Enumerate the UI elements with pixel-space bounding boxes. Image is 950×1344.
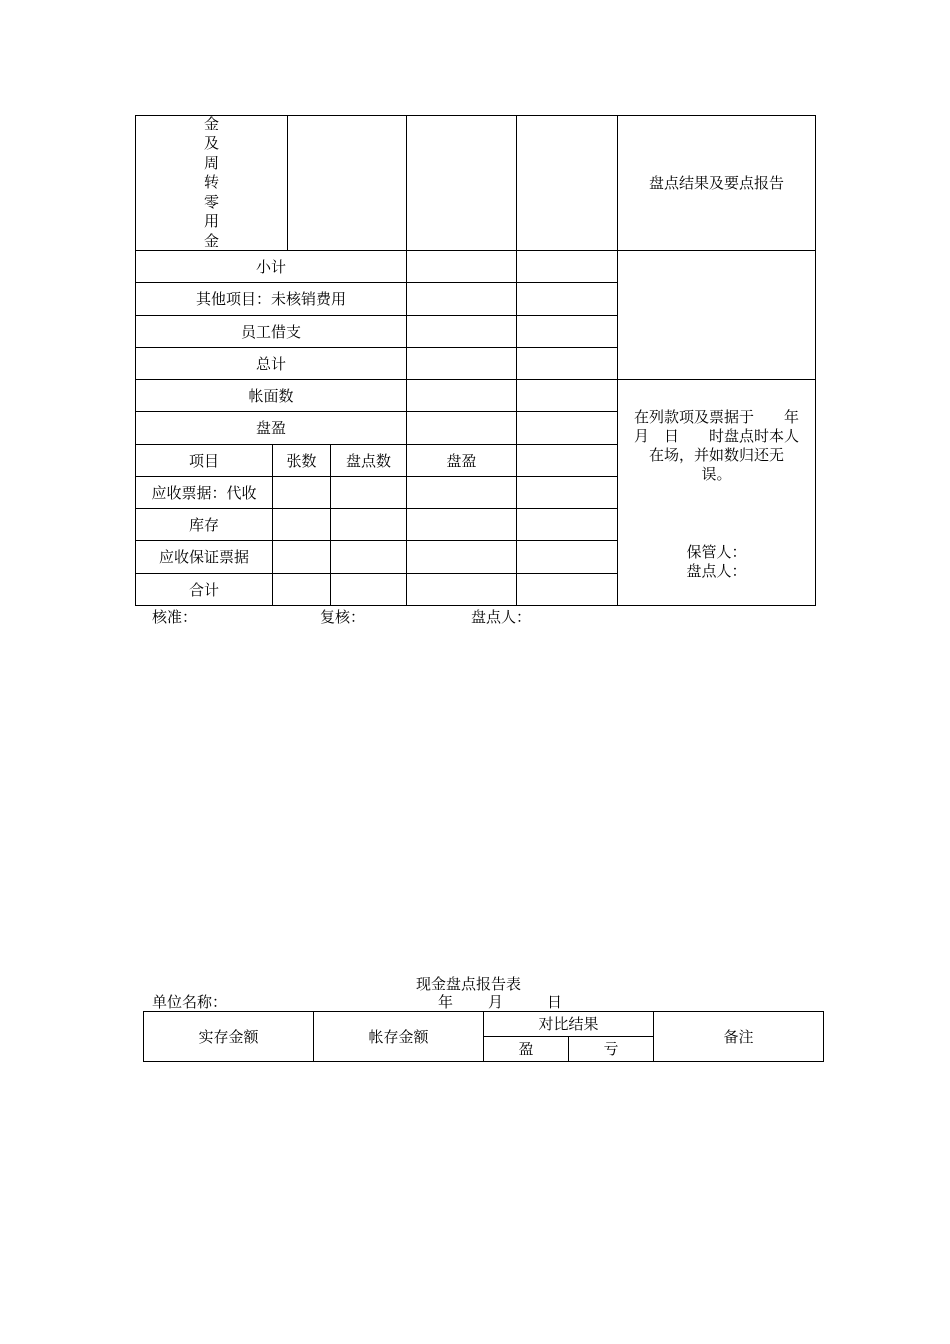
row-label-subtotal: 小计	[255, 257, 286, 276]
sub-row-deposit-notes: 应收保证票据	[158, 548, 249, 566]
col-surplus: 盈	[518, 1040, 534, 1058]
vertical-char: 周	[203, 153, 219, 172]
review-label: 复核：	[320, 608, 366, 626]
sub-header-counted: 盘点数	[345, 451, 391, 470]
statement-line: 误。	[701, 465, 732, 483]
col-actual-amount: 实存金额	[198, 1027, 259, 1046]
approve-label: 核准：	[152, 608, 198, 626]
vertical-char: 金	[203, 231, 219, 250]
vertical-char: 金	[203, 114, 219, 133]
row-label-surplus: 盘盈	[255, 419, 286, 437]
counter-signature-label: 盘点人：	[471, 608, 532, 626]
row-label-employee-loan: 员工借支	[240, 322, 301, 341]
sub-row-sum: 合计	[188, 580, 219, 599]
date-day: 日	[547, 993, 563, 1011]
col-book-amount: 帐存金额	[368, 1027, 429, 1046]
report-title: 现金盘点报告表	[416, 975, 522, 993]
date-month: 月	[488, 993, 504, 1011]
counter-label: 盘点人：	[686, 562, 747, 580]
sub-header-count: 张数	[286, 451, 317, 470]
statement-text	[618, 408, 815, 484]
sub-row-stock: 库存	[188, 515, 219, 534]
keeper-label: 保管人：	[686, 543, 747, 561]
signature-block-right	[618, 543, 815, 581]
statement-line: 在场，并如数归还无	[648, 446, 784, 464]
col-compare-result: 对比结果	[538, 1015, 599, 1033]
date-year: 年	[438, 993, 454, 1011]
vertical-char: 转	[203, 173, 219, 192]
vertical-label-petty-cash	[136, 116, 287, 250]
vertical-char: 用	[203, 212, 219, 231]
statement-line: 月 日 时盘点时本人	[633, 427, 799, 445]
row-label-other-items: 其他项目：未核销费用	[195, 290, 346, 308]
sub-row-notes-receivable: 应收票据：代收	[151, 483, 257, 502]
vertical-char: 零	[203, 192, 219, 211]
row-label-book-amount: 帐面数	[248, 386, 294, 405]
col-deficit: 亏	[603, 1040, 619, 1058]
col-remark: 备注	[723, 1027, 754, 1046]
vertical-char: 及	[203, 134, 219, 153]
sub-header-surplus: 盘盈	[446, 451, 477, 470]
unit-name-label: 单位名称：	[152, 993, 228, 1011]
statement-line: 在列款项及票据于 年	[633, 408, 799, 426]
row-label-total: 总计	[255, 354, 286, 373]
right-header: 盘点结果及要点报告	[648, 174, 784, 192]
sub-header-item: 项目	[188, 451, 219, 470]
